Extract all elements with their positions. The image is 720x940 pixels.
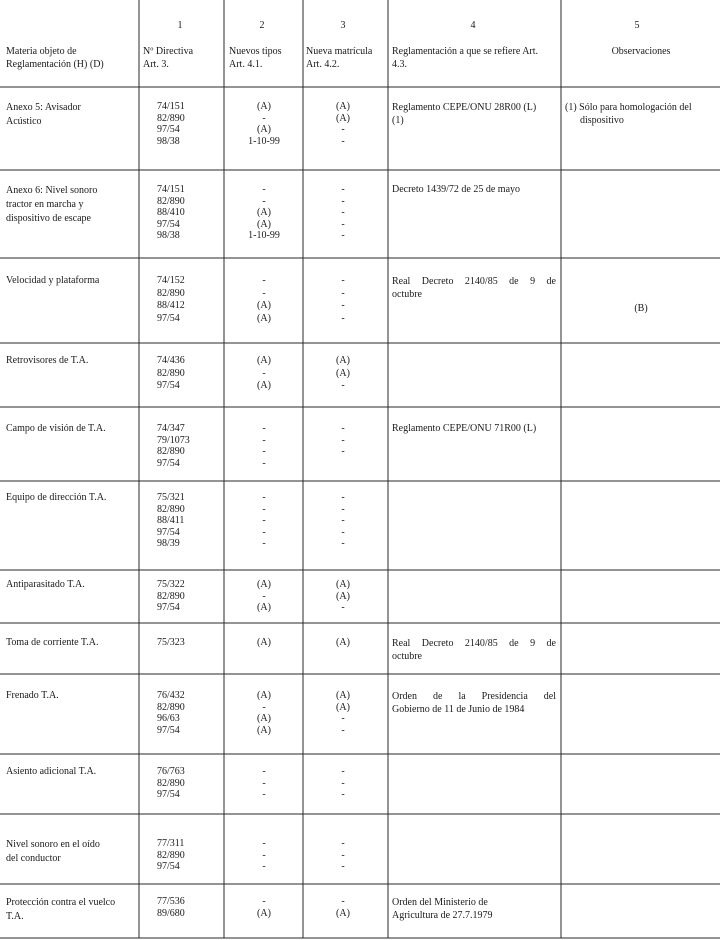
header-nuevos-line: Art. 4.1. [229,59,263,70]
reglamentacion-cell [392,690,556,716]
directiva-value: 98/39 [157,538,180,549]
directiva-value: 75/323 [157,637,185,648]
nueva-matricula-cell [313,896,373,919]
directiva-value: 97/54 [157,312,180,324]
header-nuevos-line: Nuevos tipos [229,46,282,57]
matricula-value: - [341,713,345,724]
nuevos-tipos-cell [234,275,294,325]
materia-line: Campo de visión de T.A. [6,423,106,434]
column-number-2: 2 [259,20,265,31]
header-observaciones: Observaciones [611,46,671,57]
matricula-value: - [341,515,345,526]
directiva-value: 82/890 [157,777,185,789]
matricula-value: - [341,896,345,907]
materia-line: T.A. [6,911,24,922]
materia-cell [6,766,96,778]
nueva-matricula-cell [313,637,373,649]
directiva-value: 97/54 [157,380,180,391]
nuevos-value: - [262,287,266,299]
nuevos-value: - [262,849,266,861]
materia-cell [6,275,99,287]
matricula-value: (A) [336,701,350,713]
materia-line: Antiparasitado T.A. [6,579,85,590]
directiva-cell [157,184,185,242]
nuevos-tipos-cell [234,579,294,614]
materia-line: del conductor [6,853,61,864]
materia-line: Acústico [6,116,42,127]
materia-line: Frenado T.A. [6,690,59,701]
matricula-value: - [341,838,345,849]
directiva-value: 74/151 [157,101,185,112]
column-number-5: 5 [634,20,640,31]
observaciones-cell [565,101,692,127]
directiva-cell [157,275,185,325]
reglamentacion-line: Real Decreto 2140/85 de 9 de [392,276,556,287]
header-matricula-line: Nueva matrícula [306,46,373,57]
directiva-value: 82/890 [157,590,185,602]
reglamentacion-line: Orden de la Presidencia del [392,691,556,702]
directiva-cell [157,690,185,736]
matricula-value: - [341,766,345,777]
nueva-matricula-cell [313,184,373,242]
nuevos-value: - [262,446,266,457]
directiva-value: 82/890 [157,446,185,457]
header-reglamentacion-line: Reglamentación a que se refiere Art. [392,46,539,57]
directiva-value: 97/54 [157,124,180,135]
materia-cell [6,101,81,129]
column-number-1: 1 [177,20,183,31]
nuevos-value: - [262,503,266,515]
directiva-value: 74/152 [157,275,185,286]
reglamentacion-cell [392,275,556,301]
nuevos-value: (A) [257,207,271,218]
header-reglamentacion [392,45,538,71]
materia-cell [6,492,106,504]
directiva-value: 89/680 [157,907,185,919]
directiva-cell [157,355,185,393]
matricula-value: - [341,446,345,457]
matricula-value: - [341,207,345,218]
materia-line: tractor en marcha y [6,199,84,210]
materia-line: dispositivo de escape [6,213,91,224]
nuevos-value: (A) [257,637,271,648]
reglamentacion-line: octubre [392,289,422,300]
nuevos-value: - [262,766,266,777]
nuevos-value: (A) [257,724,271,736]
materia-line: Anexo 5: Avisador [6,102,81,113]
nuevos-value: (A) [257,300,271,311]
directiva-value: 79/1073 [157,434,190,446]
directiva-value: 97/54 [157,526,180,538]
header-nuevos-tipos [229,45,282,71]
nuevos-value: - [262,861,266,872]
nuevos-value: - [262,777,266,789]
nuevos-value: (A) [257,124,271,135]
directiva-value: 88/412 [157,300,185,311]
header-materia-line: Materia objeto de [6,46,77,57]
materia-cell [6,355,88,367]
directiva-value: 97/54 [157,602,180,613]
directiva-value: 97/54 [157,789,180,800]
nuevos-value: - [262,423,266,434]
nuevos-value: - [262,184,266,195]
nuevos-value: (A) [257,579,271,590]
matricula-value: - [341,777,345,789]
directiva-cell [157,766,185,801]
directiva-cell [157,579,185,614]
materia-line: Nivel sonoro en el oído [6,839,100,850]
matricula-value: - [341,124,345,135]
matricula-value: (A) [336,367,350,379]
matricula-value: - [341,275,345,286]
matricula-value: - [341,538,345,549]
nuevos-tipos-cell [234,838,294,873]
directiva-cell [157,492,185,550]
matricula-value: - [341,423,345,434]
materia-cell [6,579,85,591]
reglamentacion-cell [392,637,556,663]
nuevos-value: - [262,195,266,207]
header-materia-line: Reglamentación (H) (D) [6,59,104,70]
nueva-matricula-cell [313,101,373,147]
directiva-value: 97/54 [157,861,180,872]
reglamentacion-cell [392,423,536,435]
directiva-value: 97/54 [157,457,180,469]
nuevos-tipos-cell [234,637,294,649]
nuevos-value: (A) [257,312,271,324]
nuevos-value: (A) [257,690,271,701]
reglamentacion-line: Orden del Ministerio de [392,897,488,908]
matricula-value: - [341,849,345,861]
matricula-value: (A) [336,101,350,112]
nueva-matricula-cell [313,766,373,801]
nueva-matricula-cell [313,579,373,614]
reglamentacion-line: Agricultura de 27.7.1979 [392,910,493,921]
directiva-value: 97/54 [157,724,180,736]
observaciones-line: (1) Sólo para homologación del [565,102,692,113]
directiva-value: 82/890 [157,287,185,299]
nuevos-value: - [262,789,266,800]
directiva-value: 75/322 [157,579,185,590]
nuevos-value: (A) [257,907,271,919]
header-matricula-line: Art. 4.2. [306,59,340,70]
directiva-value: 82/890 [157,367,185,379]
matricula-value: - [341,287,345,299]
reglamentacion-cell [392,101,536,127]
matricula-value: - [341,135,345,147]
header-directiva-line: Art. 3. [143,59,169,70]
directiva-value: 98/38 [157,135,180,147]
directiva-value: 98/38 [157,230,180,241]
column-number-3: 3 [340,20,346,31]
matricula-value: - [341,861,345,872]
directiva-value: 82/890 [157,503,185,515]
matricula-value: - [341,312,345,324]
materia-line: Retrovisores de T.A. [6,355,89,366]
nuevos-tipos-cell [234,766,294,801]
reglamentacion-line: Real Decreto 2140/85 de 9 de [392,638,556,649]
nuevos-value: - [262,275,266,286]
nuevos-tipos-cell [234,355,294,393]
nuevos-value: (A) [257,380,271,391]
directiva-cell [157,423,190,469]
matricula-value: - [341,218,345,230]
matricula-value: (A) [336,355,350,366]
matricula-value: (A) [336,907,350,919]
observaciones-line: dispositivo [580,115,624,126]
nuevos-value: 1-10-99 [248,135,280,147]
materia-cell [6,838,100,866]
header-directiva-line: Nº Directiva [143,46,194,57]
nueva-matricula-cell [313,838,373,873]
matricula-value: - [341,724,345,736]
nueva-matricula-cell [313,492,373,550]
header-reglamentacion-line: 4.3. [392,59,407,70]
nuevos-value: - [262,838,266,849]
directiva-cell [157,101,185,147]
matricula-value: - [341,492,345,503]
matricula-value: (A) [336,637,350,648]
directiva-cell [157,637,185,649]
nuevos-tipos-cell [234,184,294,242]
nuevos-tipos-cell [234,690,294,736]
reglamentacion-line: Reglamento CEPE/ONU 71R00 (L) [392,423,537,434]
nuevos-value: - [262,515,266,526]
materia-cell [6,690,59,702]
nuevos-value: (A) [257,355,271,366]
materia-line: Velocidad y plataforma [6,275,100,286]
nuevos-tipos-cell [234,101,294,147]
nuevos-value: - [262,590,266,602]
matricula-value: - [341,195,345,207]
materia-cell [6,423,106,435]
directiva-value: 74/151 [157,184,185,195]
nuevos-tipos-cell [234,896,294,919]
directiva-value: 74/347 [157,423,185,434]
materia-cell [6,896,115,924]
directiva-value: 97/54 [157,218,180,230]
directiva-value: 76/432 [157,690,185,701]
directiva-value: 74/436 [157,355,185,366]
column-number-4: 4 [470,20,476,31]
directiva-value: 75/321 [157,492,185,503]
reglamentacion-line: Gobierno de 11 de Junio de 1984 [392,704,525,715]
nuevos-value: - [262,896,266,907]
matricula-value: - [341,503,345,515]
nuevos-value: - [262,538,266,549]
materia-line: Asiento adicional T.A. [6,766,97,777]
nueva-matricula-cell [313,355,373,393]
nuevos-value: - [262,492,266,503]
matricula-value: (A) [336,579,350,590]
nuevos-value: (A) [257,218,271,230]
header-nueva-matricula [306,45,372,71]
directiva-value: 82/890 [157,701,185,713]
matricula-value: - [341,300,345,311]
nuevos-value: (A) [257,713,271,724]
header-directiva [143,45,193,71]
matricula-value: - [341,526,345,538]
nuevos-value: (A) [257,101,271,112]
materia-line: Anexo 6: Nivel sonoro [6,185,98,196]
nuevos-value: - [262,434,266,446]
directiva-cell [157,896,185,919]
nuevos-tipos-cell [234,423,294,469]
materia-line: Toma de corriente T.A. [6,637,99,648]
nueva-matricula-cell [313,423,373,458]
directiva-value: 77/536 [157,896,185,907]
directiva-cell [157,838,185,873]
matricula-value: (A) [336,590,350,602]
reglamentacion-cell [392,184,520,196]
nuevos-value: (A) [257,602,271,613]
nuevos-value: - [262,367,266,379]
directiva-value: 82/890 [157,195,185,207]
nuevos-value: - [262,526,266,538]
directiva-value: 88/411 [157,515,185,526]
nuevos-value: 1-10-99 [248,230,280,241]
nuevos-value: - [262,112,266,124]
directiva-value: 82/890 [157,849,185,861]
nuevos-value: - [262,701,266,713]
matricula-value: - [341,789,345,800]
matricula-value: - [341,380,345,391]
materia-cell [6,184,97,226]
header-materia [6,45,104,71]
directiva-value: 96/63 [157,713,180,724]
directiva-value: 82/890 [157,112,185,124]
matricula-value: (A) [336,690,350,701]
reglamentacion-line: Decreto 1439/72 de 25 de mayo [392,184,521,195]
nuevos-tipos-cell [234,492,294,550]
matricula-value: - [341,184,345,195]
matricula-value: - [341,434,345,446]
matricula-value: (A) [336,112,350,124]
nuevos-value: - [262,457,266,469]
observaciones-cell: (B) [634,303,648,314]
directiva-value: 88/410 [157,207,185,218]
reglamentacion-line: (1) [392,115,404,126]
matricula-value: - [341,230,345,241]
nueva-matricula-cell [313,690,373,736]
directiva-value: 76/763 [157,766,185,777]
materia-line: Equipo de dirección T.A. [6,492,107,503]
reglamentacion-line: Reglamento CEPE/ONU 28R00 (L) [392,102,537,113]
materia-line: Protección contra el vuelco [6,897,116,908]
materia-cell [6,637,99,649]
reglamentacion-line: octubre [392,651,422,662]
matricula-value: - [341,602,345,613]
reglamentacion-cell [392,896,493,922]
nueva-matricula-cell [313,275,373,325]
directiva-value: 77/311 [157,838,185,849]
